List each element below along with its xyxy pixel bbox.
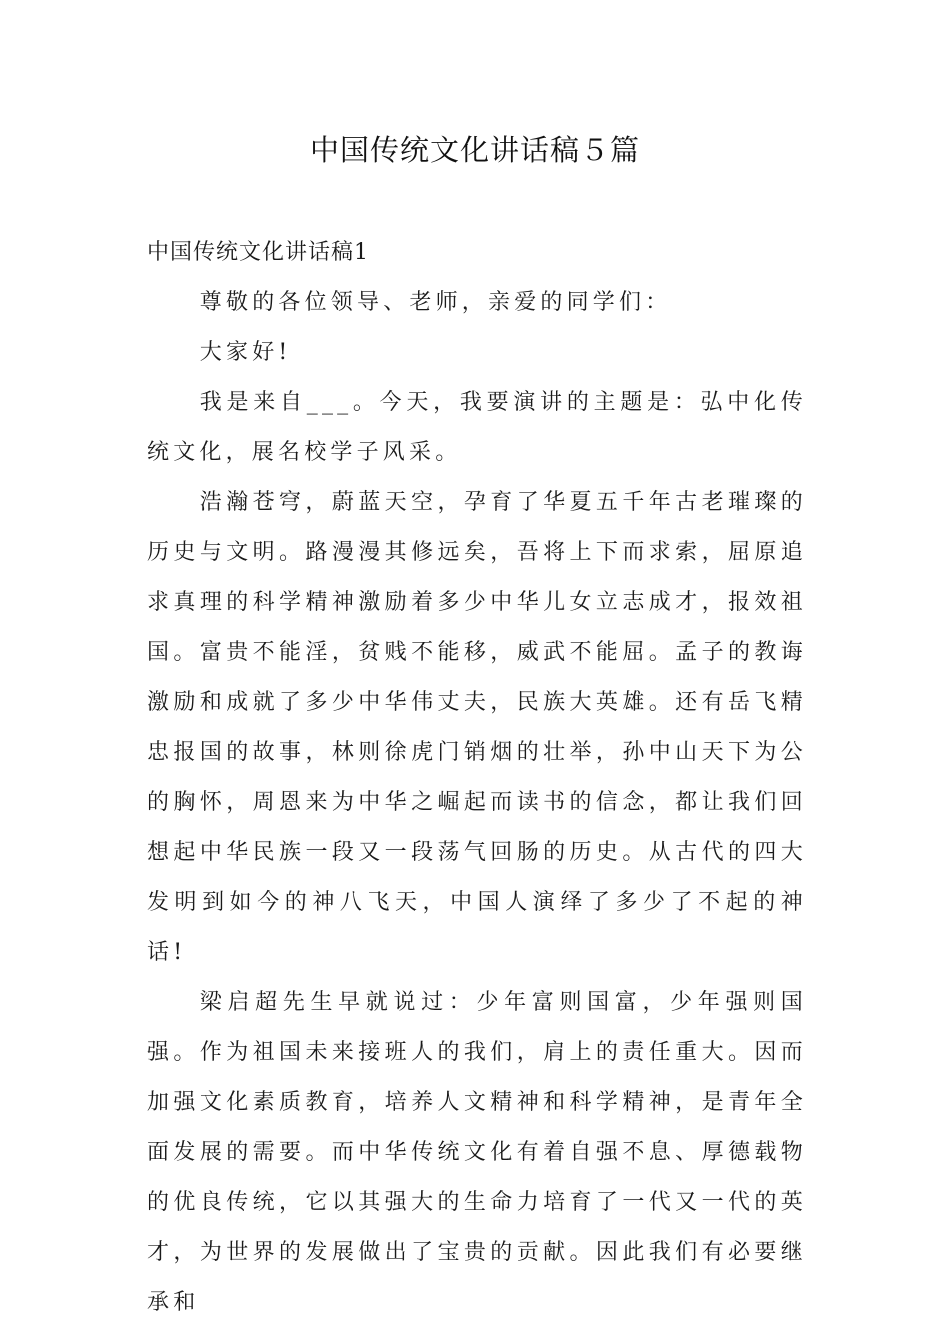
paragraph-intro: 我是来自___。今天，我要演讲的主题是：弘中化传统文化，展名校学子风采。 (147, 390, 807, 465)
paragraph-responsibility: 梁启超先生早就说过：少年富则国富，少年强则国强。作为祖国未来接班人的我们，肩上的责任重大。因而加强文化素质教育，培养人文精神和科学精神，是青年全面发展的需要。而中华传统文化有着自强不息、厚德载物的优良传统，它以其强大的生命力培育了一代又一代的英才，为世界的发展做出了宝贵的贡献。因此我们有必要继承和 (147, 990, 807, 1315)
paragraph-history: 浩瀚苍穹，蔚蓝天空，孕育了华夏五千年古老璀璨的历史与文明。路漫漫其修远矣，吾将上下而求索，屈原追求真理的科学精神激励着多少中华儿女立志成才，报效祖国。富贵不能淫，贫贱不能移，威武不能屈。孟子的教诲激励和成就了多少中华伟丈夫，民族大英雄。还有岳飞精忠报国的故事，林则徐虎门销烟的壮举，孙中山天下为公的胸怀，周恩来为中华之崛起而读书的信念，都让我们回想起中华民族一段又一段荡气回肠的历史。从古代的四大发明到如今的神八飞天，中国人演绎了多少了不起的神话! (147, 490, 807, 965)
document-body (147, 228, 807, 1328)
salutation: 尊敬的各位领导、老师，亲爱的同学们： (199, 290, 672, 315)
greeting: 大家好! (199, 340, 292, 365)
section-heading: 中国传统文化讲话稿1 (147, 240, 369, 265)
document-title: 中国传统文化讲话稿５篇 (309, 133, 640, 167)
